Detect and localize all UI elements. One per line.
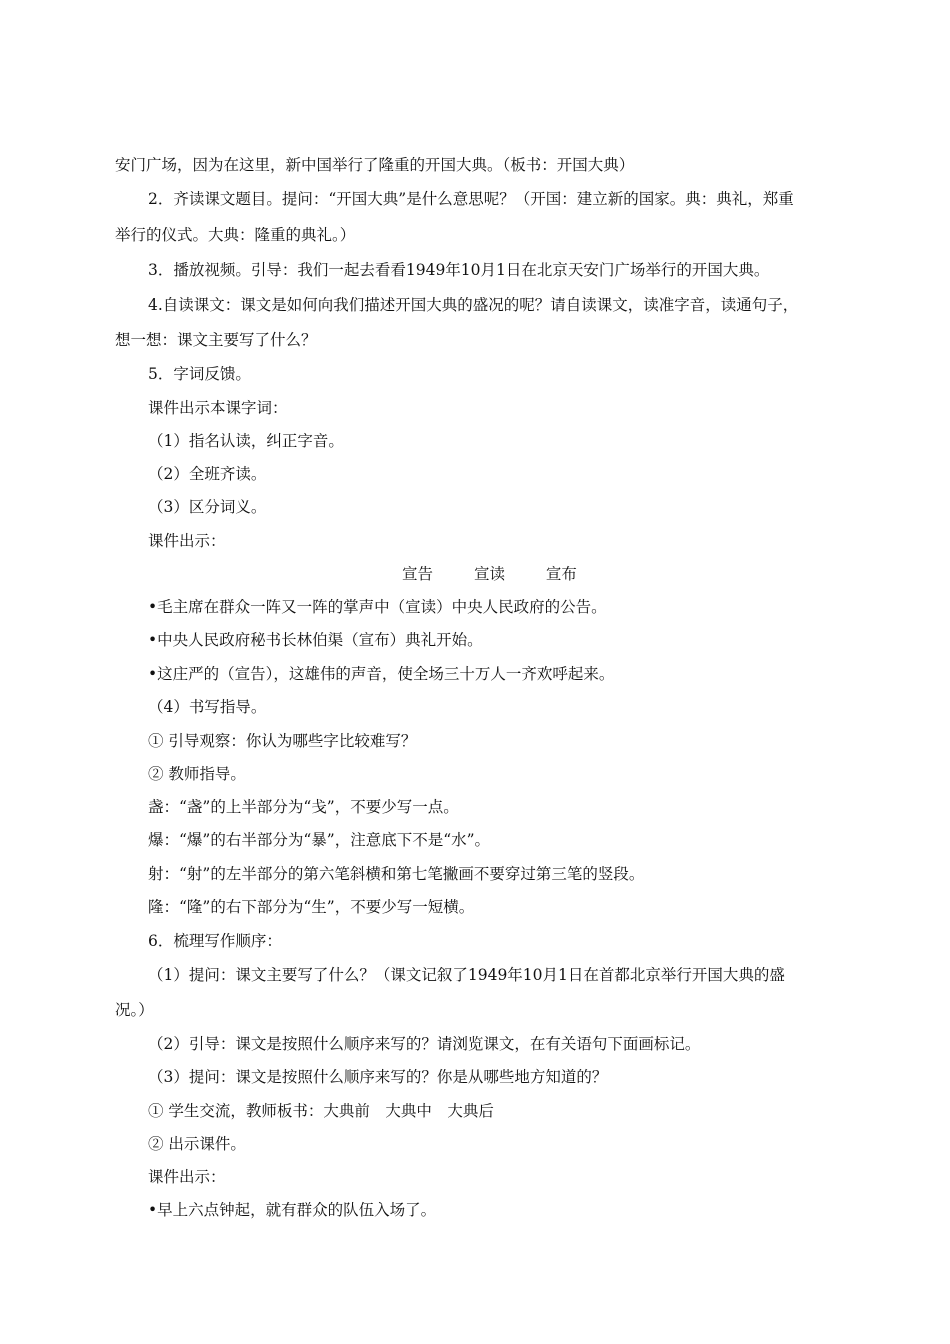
list-item: （4）书写指导。 [148,698,267,716]
paragraph-line: 课件出示本课字词： [148,399,288,417]
paragraph-line: 盏：“盏”的上半部分为“戋”，不要少写一点。 [148,798,459,816]
list-item: （2）全班齐读。 [148,465,267,483]
paragraph-line: 3．播放视频。引导：我们一起去看看1949年10月1日在北京天安门广场举行的开国大典。 [148,261,770,279]
section-heading: 6．梳理写作顺序： [148,932,282,950]
paragraph-line: 况。） [115,1001,154,1019]
bullet-item: •毛主席在群众一阵又一阵的掌声中（宣读）中央人民政府的公告。 [148,598,607,616]
word: 宣读 [473,565,505,583]
bullet-item: •早上六点钟起，就有群众的队伍入场了。 [148,1201,437,1219]
paragraph-line: 4.自读课文：课文是如何向我们描述开国大典的盛况的呢？请自读课文，读准字音，读通句子， [148,296,799,314]
list-item: （3）提问：课文是按照什么顺序来写的？你是从哪些地方知道的？ [148,1068,608,1086]
paragraph-line: 想一想：课文主要写了什么？ [115,331,317,349]
paragraph-line: 举行的仪式。大典：隆重的典礼。） [115,226,356,244]
paragraph-line: 安门广场，因为在这里，新中国举行了隆重的开国大典。（板书：开国大典） [115,156,635,174]
list-item: （1）指名认读，纠正字音。 [148,432,344,450]
paragraph-line: 课件出示： [148,1168,226,1186]
list-item: ① 引导观察：你认为哪些字比较难写？ [148,732,417,750]
paragraph-line: 爆：“爆”的右半部分为“暴”，注意底下不是“水”。 [148,831,491,849]
word-group [402,564,577,584]
bullet-item: •这庄严的（宣告），这雄伟的声音，使全场三十万人一齐欢呼起来。 [148,665,615,683]
paragraph-line: 隆：“隆”的右下部分为“生”，不要少写一短横。 [148,898,475,916]
list-item: ② 出示课件。 [148,1135,246,1153]
section-heading: 5．字词反馈。 [148,365,251,383]
list-item: （3）区分词义。 [148,498,267,516]
bullet-item: •中央人民政府秘书长林伯渠（宣布）典礼开始。 [148,631,483,649]
list-item: （2）引导：课文是按照什么顺序来写的？请浏览课文，在有关语句下面画标记。 [148,1035,701,1053]
paragraph-line: 2．齐读课文题目。提问：“开国大典”是什么意思呢？（开国：建立新的国家。典：典礼，郑重 [148,190,794,208]
word: 宣告 [402,565,434,583]
paragraph-line: 课件出示： [148,532,226,550]
paragraph-line: 射：“射”的左半部分的第六笔斜横和第七笔撇画不要穿过第三笔的竖段。 [148,865,645,883]
list-item: ① 学生交流，教师板书：大典前 大典中 大典后 [148,1102,494,1120]
word: 宣布 [545,565,577,583]
list-item: （1）提问：课文主要写了什么？（课文记叙了1949年10月1日在首都北京举行开国大典的盛 [148,966,785,984]
list-item: ② 教师指导。 [148,765,246,783]
